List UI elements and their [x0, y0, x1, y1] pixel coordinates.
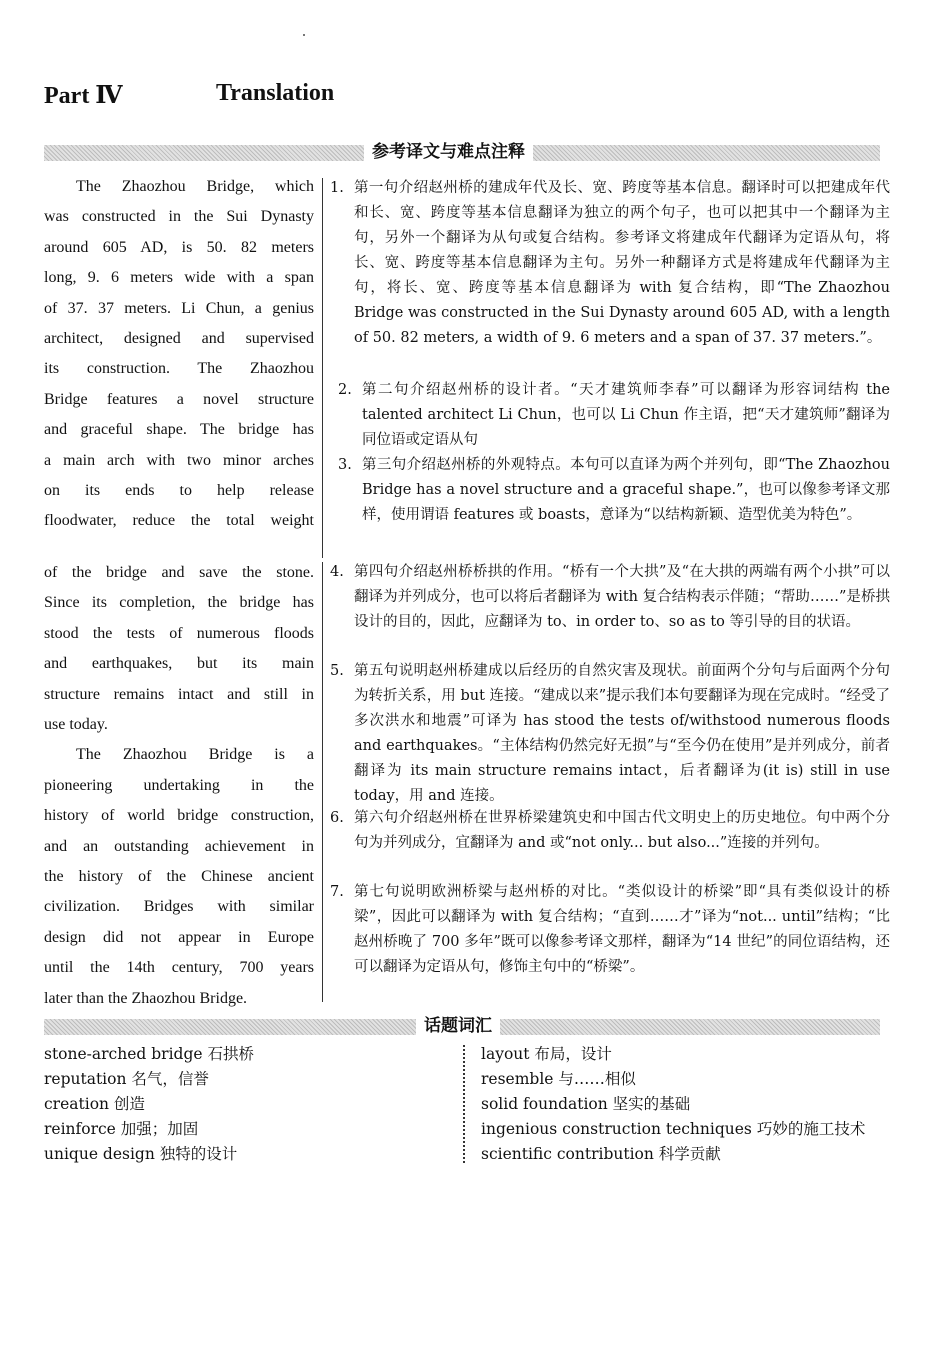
note-number: 5.: [330, 663, 344, 679]
column-divider-top: [322, 178, 323, 558]
note-text: 第四句介绍赵州桥桥拱的作用。“桥有一个大拱”及“在大拱的两端有两个小拱”可以翻译为并列成分，也可以将后者翻译为 with 复合结构表示伴随；“帮助……”是桥拱设计的目的，因此，应翻译为 to、in order to、so as to 等引导的目的状语。: [354, 564, 890, 630]
translation-line: The Zhaozhou Bridge, which: [76, 178, 314, 195]
vocab-item: resemble 与……相似: [481, 1070, 636, 1088]
translation-line: The Zhaozhou Bridge is a: [76, 746, 314, 764]
note-number: 7.: [330, 884, 344, 900]
translation-line: and earthquakes, but its main: [44, 655, 314, 673]
vocabulary-list-right: [481, 1042, 865, 1167]
translation-line: a main arch with two minor arches: [44, 451, 314, 469]
note-text: 第一句介绍赵州桥的建成年代及长、宽、跨度等基本信息。翻译时可以把建成年代和长、宽、跨度等基本信息翻译为独立的两个句子，也可以把其中一个翻译为主句，另外一个翻译为从句或复合结构。参考译文将建成年代翻译为定语从句，将长、宽、跨度等基本信息翻译为主句。另外一种翻译方式是将建成年代翻译为主句，将长、宽、跨度等基本信息翻译为 with 复合结构，即“The Zhaozhou Bridge was constructed in the Sui Dynasty around 605 AD, with a length of 50. 82 meters, a width of 9. 6 meters and a span of 37. 37 meters.”。: [354, 180, 890, 346]
translation-line: was constructed in the Sui Dynasty: [44, 208, 314, 226]
translation-line: and graceful shape. The bridge has: [44, 421, 314, 439]
vocab-item: unique design 独特的设计: [44, 1145, 238, 1163]
note-item: [330, 453, 890, 528]
translation-line: history of world bridge construction,: [44, 807, 314, 825]
vocab-item: creation 创造: [44, 1095, 145, 1113]
translation-line: until the 14th century, 700 years: [44, 959, 314, 977]
note-text: 第七句说明欧洲桥梁与赵州桥的对比。“类似设计的桥梁”即“具有类似设计的桥梁”，因此可以翻译为 with 复合结构；“直到……才”译为“not... until”结构；“比赵州桥晚了 700 多年”既可以像参考译文那样，翻译为“14 世纪”的同位语结构，还可以翻译为定语从句，修饰主句中的“桥梁”。: [354, 884, 890, 975]
topic-vocabulary-label: 话题词汇: [416, 1014, 500, 1038]
vocab-item: scientific contribution 科学贡献: [481, 1145, 721, 1163]
vocab-item: reinforce 加强；加固: [44, 1120, 199, 1138]
translation-line: its construction. The Zhaozhou: [44, 360, 314, 378]
note-number: 1.: [330, 180, 344, 196]
note-number: 3.: [338, 457, 352, 473]
translation-line: and an outstanding achievement in: [44, 837, 314, 855]
note-text: 第五句说明赵州桥建成以后经历的自然灾害及现状。前面两个分句与后面两个分句为转折关系，用 but 连接。“建成以来”提示我们本句要翻译为现在完成时。“经受了多次洪水和地震”可译为 has stood the tests of/withstood numerous floods and earthquakes。“主体结构仍然完好无损”与“至今仍在使用”是并列成分，前者翻译为 its main structure remains intact，后者翻译为(it is) still in use today，用 and 连接。: [354, 663, 890, 804]
vocab-item: ingenious construction techniques 巧妙的施工技术: [481, 1120, 866, 1138]
translation-line: pioneering undertaking in the: [44, 776, 314, 794]
note-item: [330, 806, 890, 856]
translation-line: of the bridge and save the stone.: [44, 564, 314, 581]
translation-line: later than the Zhaozhou Bridge.: [44, 989, 248, 1007]
note-item: [330, 176, 890, 351]
english-translation-column-bottom: [44, 558, 314, 1014]
translation-line: design did not appear in Europe: [44, 928, 314, 946]
english-translation-column-top: [44, 172, 314, 537]
translation-line: on its ends to help release: [44, 482, 314, 500]
note-number: 4.: [330, 564, 344, 580]
vocab-item: stone-arched bridge 石拱桥: [44, 1045, 254, 1063]
page-title: [44, 80, 904, 114]
vocab-item: reputation 名气，信誉: [44, 1070, 209, 1088]
reference-translation-band: [44, 142, 880, 162]
scan-speck: [303, 34, 305, 36]
translation-line: civilization. Bridges with similar: [44, 898, 314, 916]
reference-translation-label: 参考译文与难点注释: [364, 140, 533, 164]
vocabulary-list-left: [44, 1042, 254, 1167]
translation-line: Since its completion, the bridge has: [44, 594, 314, 612]
vocab-item: solid foundation 坚实的基础: [481, 1095, 691, 1113]
part-number: Part Ⅳ: [44, 83, 123, 109]
note-item: [330, 880, 890, 980]
translation-line: the history of the Chinese ancient: [44, 868, 314, 886]
topic-vocabulary-band: [44, 1016, 880, 1036]
note-text: 第二句介绍赵州桥的设计者。“天才建筑师李春”可以翻译为形容词结构 the talented architect Li Chun，也可以 Li Chun 作主语，把“天才建筑师”翻译为同位语或定语从句: [362, 382, 890, 448]
translation-line: floodwater, reduce the total weight: [44, 512, 314, 530]
note-number: 2.: [338, 382, 352, 398]
translation-line: Bridge features a novel structure: [44, 390, 314, 408]
vocabulary-dotted-divider: [463, 1045, 465, 1163]
note-item: [330, 659, 890, 809]
translation-line: stood the tests of numerous floods: [44, 624, 314, 642]
translation-line: structure remains intact and still in: [44, 685, 314, 703]
column-divider-bottom: [322, 562, 323, 1002]
translation-line: of 37. 37 meters. Li Chun, a genius: [44, 299, 314, 317]
note-item: [330, 560, 890, 635]
vocab-item: layout 布局，设计: [481, 1045, 612, 1063]
translation-line: long, 9. 6 meters wide with a span: [44, 269, 314, 287]
translation-line: around 605 AD, is 50. 82 meters: [44, 238, 314, 256]
section-title: Translation: [216, 80, 335, 106]
note-text: 第六句介绍赵州桥在世界桥梁建筑史和中国古代文明史上的历史地位。句中两个分句为并列成分，宜翻译为 and 或“not only... but also...”连接的并列句。: [354, 810, 890, 851]
note-number: 6.: [330, 810, 344, 826]
note-text: 第三句介绍赵州桥的外观特点。本句可以直译为两个并列句，即“The Zhaozhou Bridge has a novel structure and a graceful shape.”，也可以像参考译文那样，使用谓语 features 或 boasts，意译为“以结构新颖、造型优美为特色”。: [362, 457, 890, 523]
note-item: [330, 378, 890, 453]
translation-line: architect, designed and supervised: [44, 330, 314, 348]
translation-line: use today.: [44, 716, 108, 734]
